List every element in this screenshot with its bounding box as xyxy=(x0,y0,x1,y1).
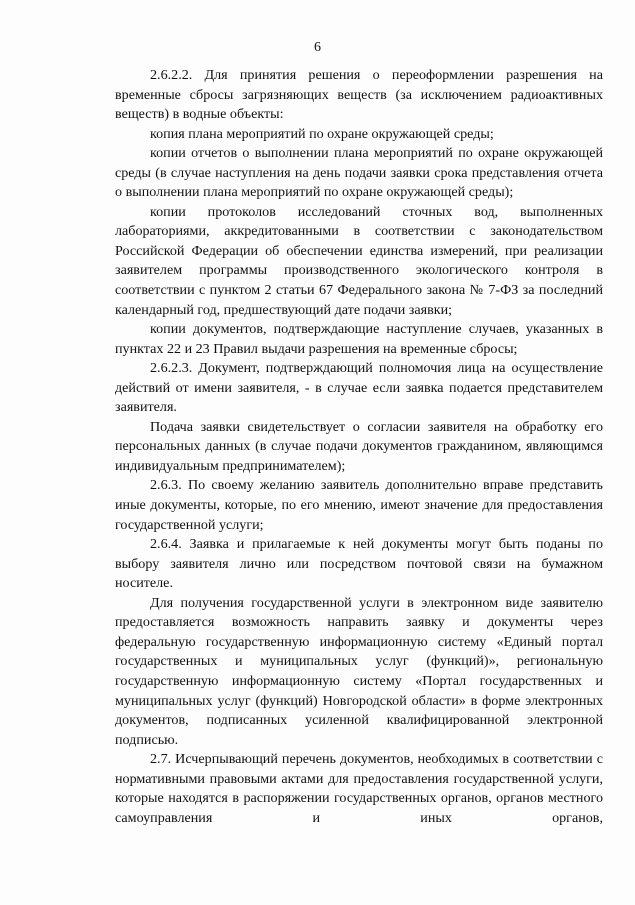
paragraph-copy-documents: копии документов, подтверждающие наступление случаев, указанных в пунктах 22 и 23 Правил выдачи разрешения на временные сбросы; xyxy=(115,321,603,357)
document-body xyxy=(115,66,603,828)
paragraph-2-6-2-3: 2.6.2.3. Документ, подтверждающий полномочия лица на осуществление действий от имени заявителя, - в случае если заявка подается представителем заявителя. xyxy=(115,360,603,416)
paragraph-consent: Подача заявки свидетельствует о согласии заявителя на обработку его персональных данных (в случае подачи документов гражданином, являющимся индивидуальным предпринимателем); xyxy=(115,418,603,474)
paragraph-2-6-2-2: 2.6.2.2. Для принятия решения о переоформлении разрешения на временные сбросы загрязняющих веществ (за исключением радиоактивных веществ) в водные объекты: xyxy=(115,67,603,123)
page-number: 6 xyxy=(314,40,321,55)
paragraph-2-6-3: 2.6.3. По своему желанию заявитель дополнительно вправе представить иные документы, которые, по его мнению, имеют значение для предоставления государственной услуги; xyxy=(115,477,603,533)
paragraph-2-7: 2.7. Исчерпывающий перечень документов, необходимых в соответствии с нормативными правовыми актами для предоставления государственной услуги, которые находятся в распоряжении государственных органов, органов местного самоуправления и иных органов, xyxy=(115,751,603,826)
paragraph-electronic-submission: Для получения государственной услуги в электронном виде заявителю предоставляется возможность направить заявку и документы через федеральную государственную информационную систему «Единый портал государственных и муниципальных услуг (функций)», региональную государственную информационную систему «Портал государственных и муниципальных услуг (функций) Новгородской области» в форме электронных документов, подписанных усиленной квалифицированной электронной подписью. xyxy=(115,594,603,748)
paragraph-2-6-4: 2.6.4. Заявка и прилагаемые к ней документы могут быть поданы по выбору заявителя лично или посредством почтовой связи на бумажном носителе. xyxy=(115,536,603,592)
paragraph-copy-reports: копии отчетов о выполнении плана мероприятий по охране окружающей среды (в случае наступления на день подачи заявки срока представления отчета о выполнении плана мероприятий по охране окружающей среды); xyxy=(115,145,603,201)
paragraph-copy-plan: копия плана мероприятий по охране окружающей среды; xyxy=(150,125,494,142)
paragraph-copy-protocols: копии протоколов исследований сточных вод, выполненных лабораториями, аккредитованными в соответствии с законодательством Российской Федерации об обеспечении единства измерений, при реализации заявителем программы производственного экологического контроля в соответствии с пунктом 2 статьи 67 Федерального закона № 7-ФЗ за последний календарный год, предшествующий дате подачи заявки; xyxy=(115,203,603,318)
